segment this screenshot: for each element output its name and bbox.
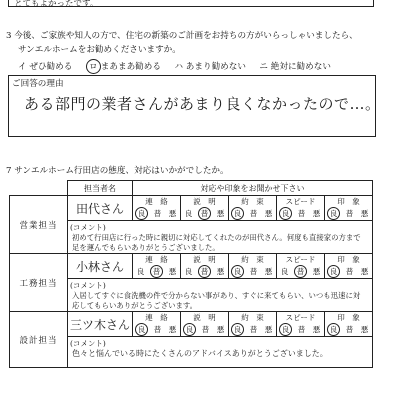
q3-options [18,59,331,74]
q3-option-2[interactable]: ロ まあまあ勧める [86,62,161,72]
grade-group [181,323,229,337]
grade-option[interactable]: 悪 [360,209,369,218]
grade-option[interactable]: 良 [183,323,196,336]
category-impression: 印 象 [325,196,373,208]
grade-group [229,323,277,337]
grade-option[interactable]: 悪 [360,267,369,276]
grade-option[interactable]: 悪 [312,209,321,218]
grade-group [181,265,229,279]
grade-option[interactable]: 良 [135,207,148,220]
grade-option[interactable]: 良 [231,265,244,278]
category-contact: 連 絡 [133,196,181,208]
grade-option[interactable]: 普 [297,325,306,334]
grade-option[interactable]: 普 [153,325,162,334]
grade-group [133,323,181,337]
grade-option[interactable]: 悪 [168,209,177,218]
grade-option[interactable]: 悪 [312,267,321,276]
grade-option[interactable]: 普 [294,265,307,278]
category-explanation: 説 明 [181,254,229,266]
grade-option[interactable]: 良 [327,207,340,220]
grade-group [325,207,373,221]
grade-option[interactable]: 悪 [216,325,225,334]
q3-option-1[interactable]: イ ぜひ勧める [18,62,73,72]
grade-option[interactable]: 良 [184,209,193,218]
category-contact: 連 絡 [133,312,181,324]
category-impression: 印 象 [325,254,373,266]
circle-mark-icon: ロ [86,59,101,74]
role-construction: 工務担当 [10,254,68,312]
comment-box-sales[interactable]: (コメント) 初めて行田店に行った時に親切に対応してくれたのが田代さん。何度も直接家の方まで足を運んでもらいありがとうございました。 [68,221,373,254]
q3-question-line2: サンエルホームをお勧めくださいますか。 [18,45,181,55]
grade-option[interactable]: 悪 [264,209,273,218]
grade-option[interactable]: 普 [150,265,163,278]
grade-group [133,207,181,221]
comment-box-construction[interactable]: (コメント) 入居してすぐに食洗機の件で分からない事があり、すぐに来てもらい、いつも迅速に対応してもらいありがとうございます。 [68,279,373,312]
grade-option[interactable]: 良 [280,267,289,276]
category-speed: スピード [277,196,325,208]
grade-option[interactable]: 良 [279,207,292,220]
grade-option[interactable]: 良 [135,323,148,336]
q3-option-3[interactable]: ハ あまり勧めない [174,62,246,72]
category-promise: 約 束 [229,312,277,324]
grade-group [277,207,325,221]
q3-question-line1: 3 今後、ご家族や知人の方で、住宅の新築のご計画をお持ちの方がいらっしゃいましたら、 [6,31,358,41]
grade-group [181,207,229,221]
grade-option[interactable]: 悪 [360,325,369,334]
grade-option[interactable]: 悪 [216,209,225,218]
grade-option[interactable]: 普 [345,325,354,334]
grade-option[interactable]: 普 [249,325,258,334]
grade-option[interactable]: 良 [231,323,244,336]
grade-option[interactable]: 悪 [216,267,225,276]
category-speed: スピード [277,312,325,324]
grade-option[interactable]: 良 [279,323,292,336]
grade-option[interactable]: 普 [249,267,258,276]
grade-option[interactable]: 良 [327,323,340,336]
comment-text-construction: 入居してすぐに食洗機の件で分からない事があり、すぐに来てもらい、いつも迅速に対応してもらいありがとうございます。 [72,291,361,310]
grade-option[interactable]: 普 [198,207,211,220]
grade-option[interactable]: 悪 [168,325,177,334]
role-sales: 営業担当 [10,196,68,254]
grade-option[interactable]: 普 [153,209,162,218]
grade-option[interactable]: 普 [201,325,210,334]
q7-question: 7 サンエルホーム行田店の態度、対応はいかがでしたか。 [6,166,229,176]
grade-option[interactable]: 普 [198,265,211,278]
grade-option[interactable]: 良 [184,267,193,276]
comment-box-design[interactable]: (コメント) 色々と悩んでいる時にたくさんのアドバイスありがとうございました。 [68,337,373,368]
q3-reason-label: ご回答の理由 [12,79,64,89]
grade-option[interactable]: 普 [297,209,306,218]
header-impression: 対応や印象をお聞かせ下さい [133,181,373,196]
staff-evaluation-table [9,180,373,368]
grade-group [277,323,325,337]
grade-group [325,323,373,337]
grade-group [277,265,325,279]
category-promise: 約 束 [229,254,277,266]
category-promise: 約 束 [229,196,277,208]
category-explanation: 説 明 [181,312,229,324]
grade-option[interactable]: 普 [345,209,354,218]
category-impression: 印 象 [325,312,373,324]
q3-reason-text: ある部門の業者さんがあまり良くなかったので…。 [24,95,381,113]
grade-option[interactable]: 良 [231,207,244,220]
header-staff-name: 担当者名 [68,181,133,196]
grade-option[interactable]: 普 [249,209,258,218]
role-design: 設計担当 [10,312,68,368]
grade-group [229,207,277,221]
grade-option[interactable]: 悪 [312,325,321,334]
grade-option[interactable]: 悪 [264,325,273,334]
grade-option[interactable]: 悪 [168,267,177,276]
grade-option[interactable]: 普 [345,267,354,276]
comment-text-design: 色々と悩んでいる時にたくさんのアドバイスありがとうございました。 [72,349,328,358]
grade-group [229,265,277,279]
grade-option[interactable]: 良 [136,267,145,276]
staff-name-design: 三ツ木さん [68,312,133,337]
q3-option-4[interactable]: ニ 絶対に勧めない [259,62,331,72]
staff-name-sales: 田代さん [68,196,133,221]
grade-option[interactable]: 良 [327,265,340,278]
prev-answer-text: とてもよかったです。 [14,0,99,9]
staff-name-construction: 小林さん [68,254,133,279]
category-contact: 連 絡 [133,254,181,266]
category-speed: スピード [277,254,325,266]
category-explanation: 説 明 [181,196,229,208]
grade-option[interactable]: 悪 [264,267,273,276]
comment-text-sales: 初めて行田店に行った時に親切に対応してくれたのが田代さん。何度も直接家の方まで足を運んでもらいありがとうございました。 [72,233,361,252]
grade-group [325,265,373,279]
grade-group [133,265,181,279]
